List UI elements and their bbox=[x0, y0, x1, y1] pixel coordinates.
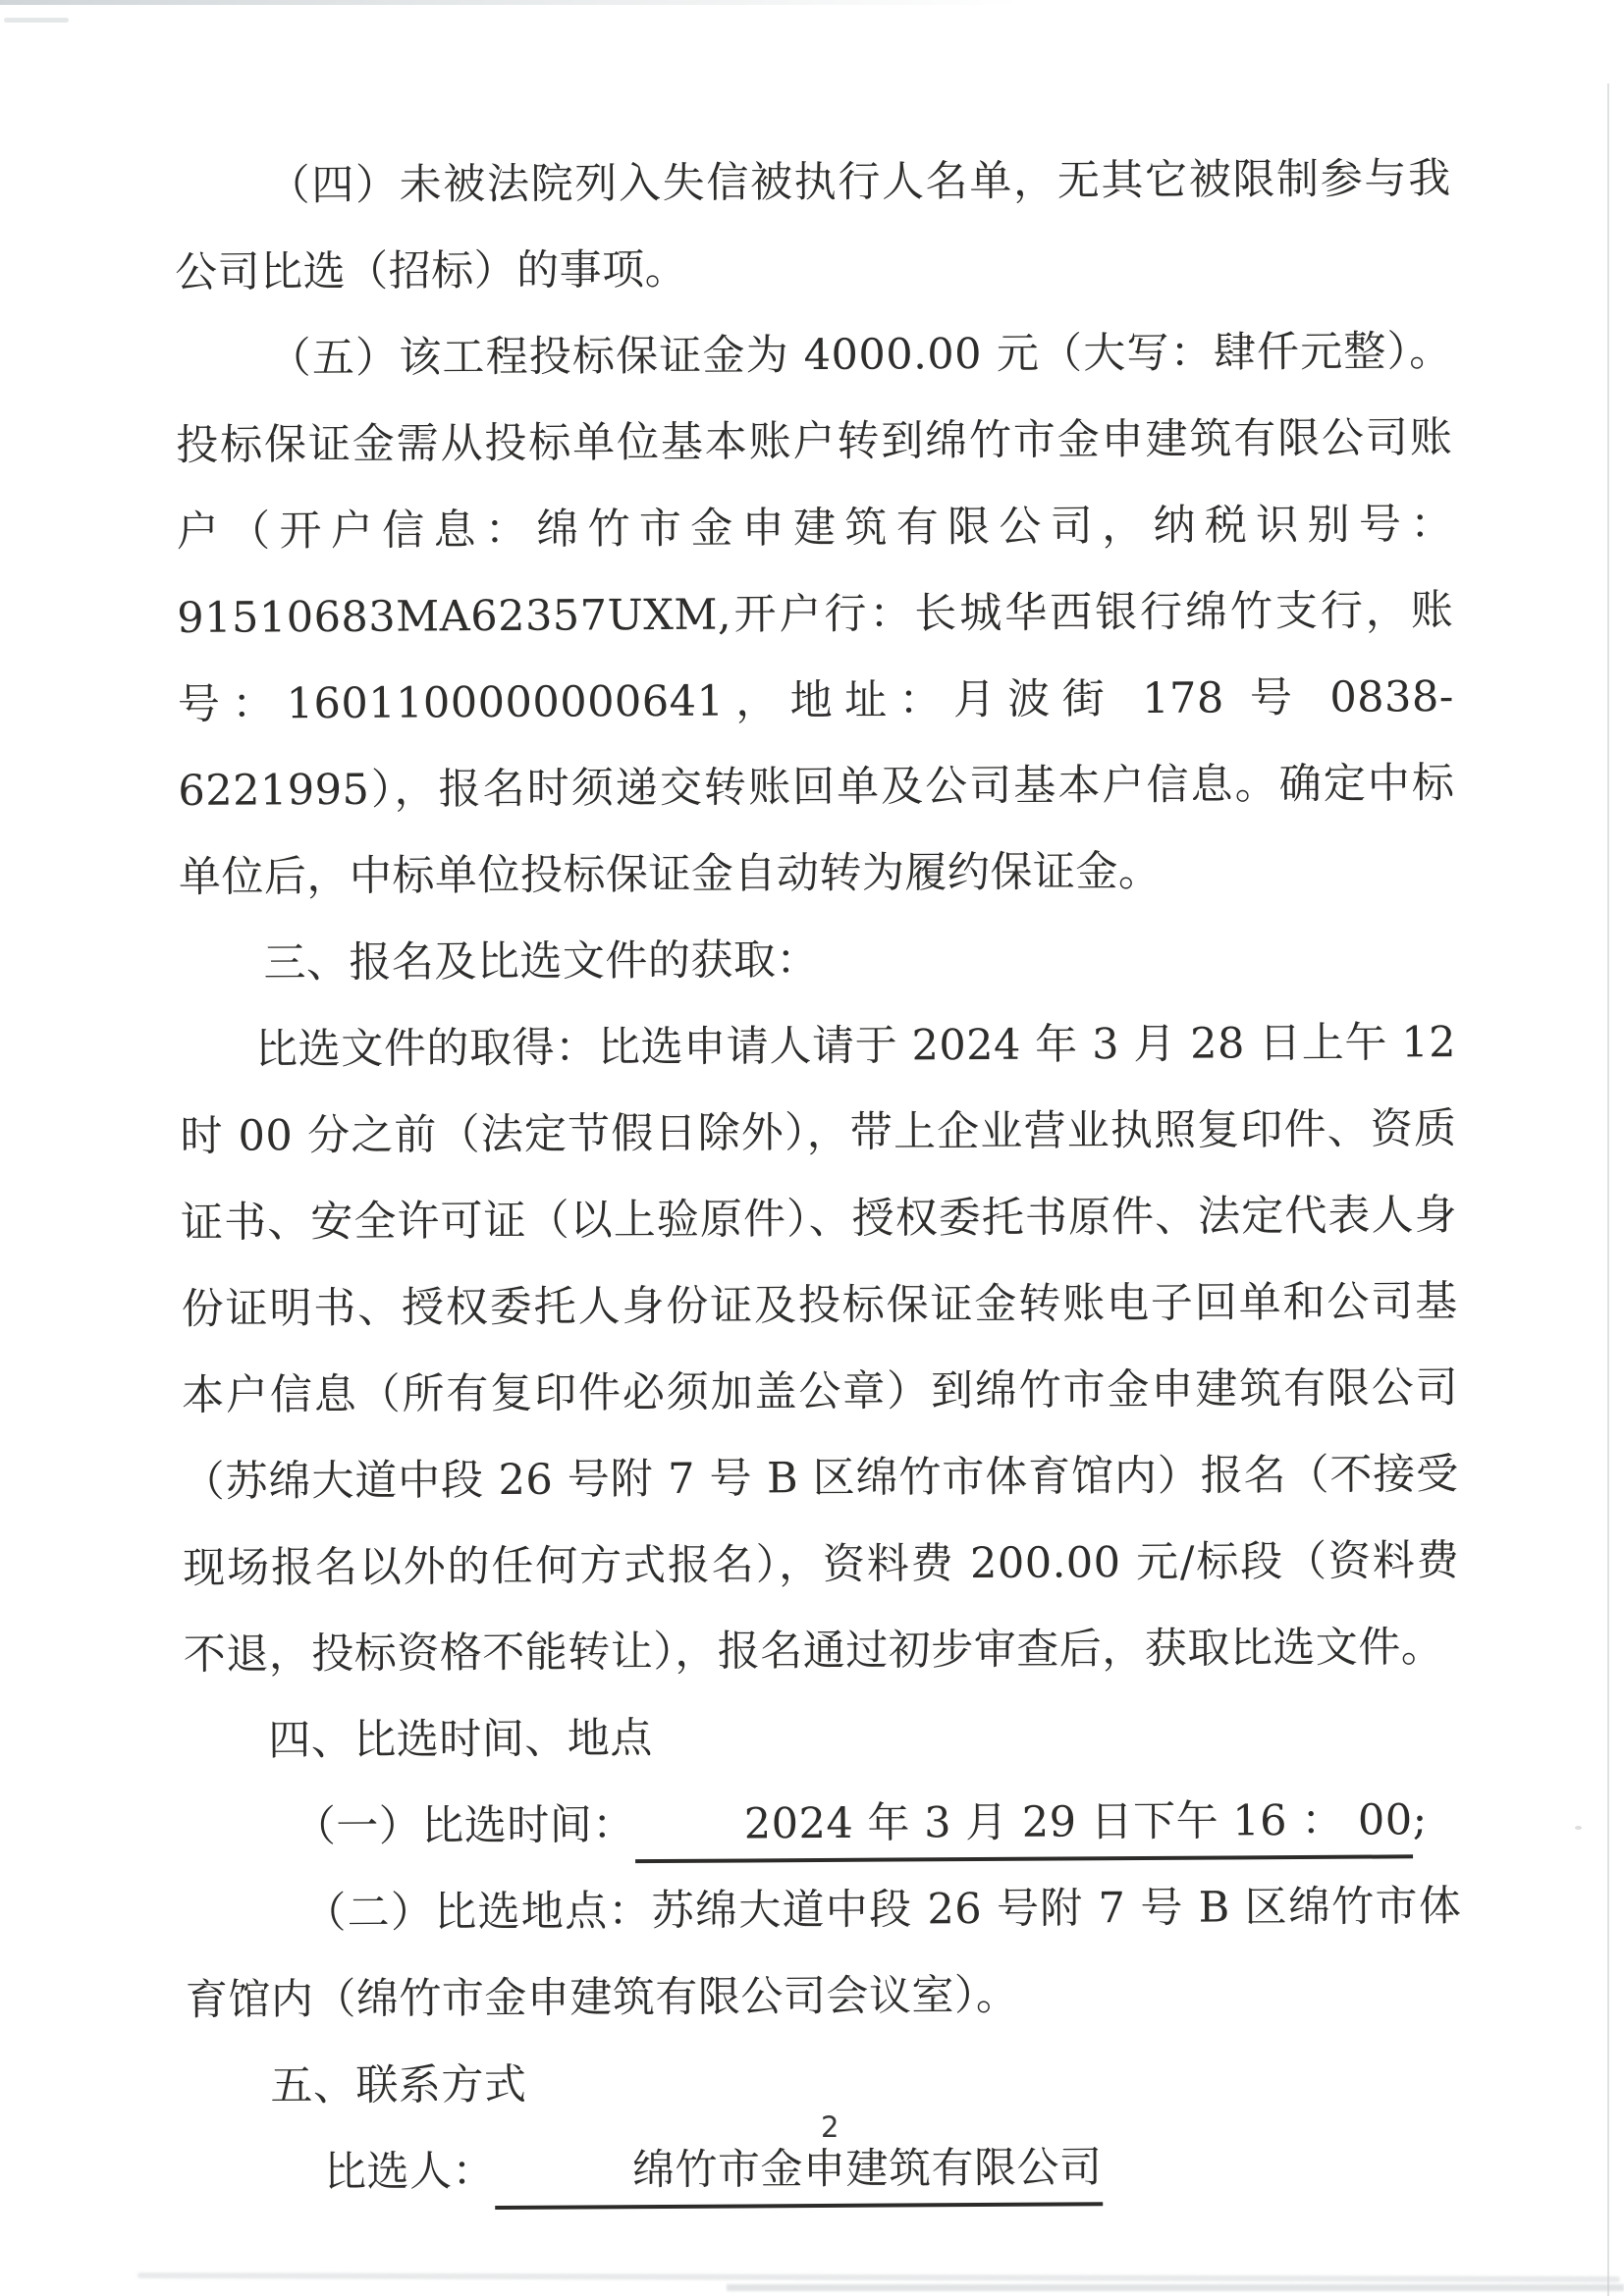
contact-company-name: 绵竹市金申建筑有限公司 bbox=[495, 2143, 1103, 2209]
scan-artifact-dot bbox=[1575, 1826, 1582, 1830]
scan-artifact-top-mark bbox=[4, 18, 69, 23]
page-number: 2 bbox=[821, 2110, 839, 2144]
section-heading-five: 五、联系方式 bbox=[270, 2059, 527, 2111]
document-body bbox=[174, 0, 1464, 2216]
selection-time-suffix: ; bbox=[1412, 1795, 1428, 1845]
contact-label: 比选人： bbox=[323, 2147, 496, 2198]
selection-time-value: 2024 年 3 月 29 日下午 16 ： 00 bbox=[635, 1795, 1413, 1862]
scan-artifact-bottom-smudge bbox=[137, 2272, 1620, 2282]
section-heading-four: 四、比选时间、地点 bbox=[268, 1714, 653, 1766]
clause-item-four: （四）未被法院列入失信被执行人名单，无其它被限制参与我公司比选（招标）的事项。 bbox=[175, 154, 1451, 297]
selection-time-label: （一）比选时间： bbox=[293, 1800, 635, 1852]
clause-item-five: （五）该工程投标保证金为 4000.00 元（大写：肆仟元整）。投标保证金需从投标单位基本账户转到绵竹市金申建筑有限公司账户（开户信息：绵竹市金申建筑有限公司，纳税识别号：91510683MA62357UXM,开户行：长城华西银行绵竹支行，账号：1601100000000641，地址：月波街 178 号 0838-6221995），报名时须递交转账回单及公司基本户信息。确定中标单位后，中标单位投标保证金自动转为履约保证金。 bbox=[176, 327, 1455, 902]
paragraph-document-obtain: 比选文件的取得：比选申请人请于 2024 年 3 月 28 日上午 12 时 00 分之前（法定节假日除外），带上企业营业执照复印件、资质证书、安全许可证（以上验原件）、授权委托书原件、法定代表人身份证明书、授权委托人身份证及投标保证金转账电子回单和公司基本户信息（所有复印件必须加盖公章）到绵竹市金申建筑有限公司（苏绵大道中段 26 号附 7 号 B 区绵竹市体育馆内）报名（不接受现场报名以外的任何方式报名），资料费 200.00 元/标段（资料费不退，投标资格不能转让），报名通过初步审查后，获取比选文件。 bbox=[180, 1018, 1460, 1680]
clause-selection-time bbox=[185, 1777, 1462, 1871]
clause-selection-place: （二）比选地点：苏绵大道中段 26 号附 7 号 B 区绵竹市体育馆内（绵竹市金申建筑有限公司会议室）。 bbox=[185, 1882, 1462, 2025]
scan-artifact-bottom-smudge-dark bbox=[727, 2284, 1624, 2291]
section-heading-three: 三、报名及比选文件的获取： bbox=[263, 934, 820, 988]
scan-artifact-right-edge-line bbox=[1607, 83, 1609, 2296]
